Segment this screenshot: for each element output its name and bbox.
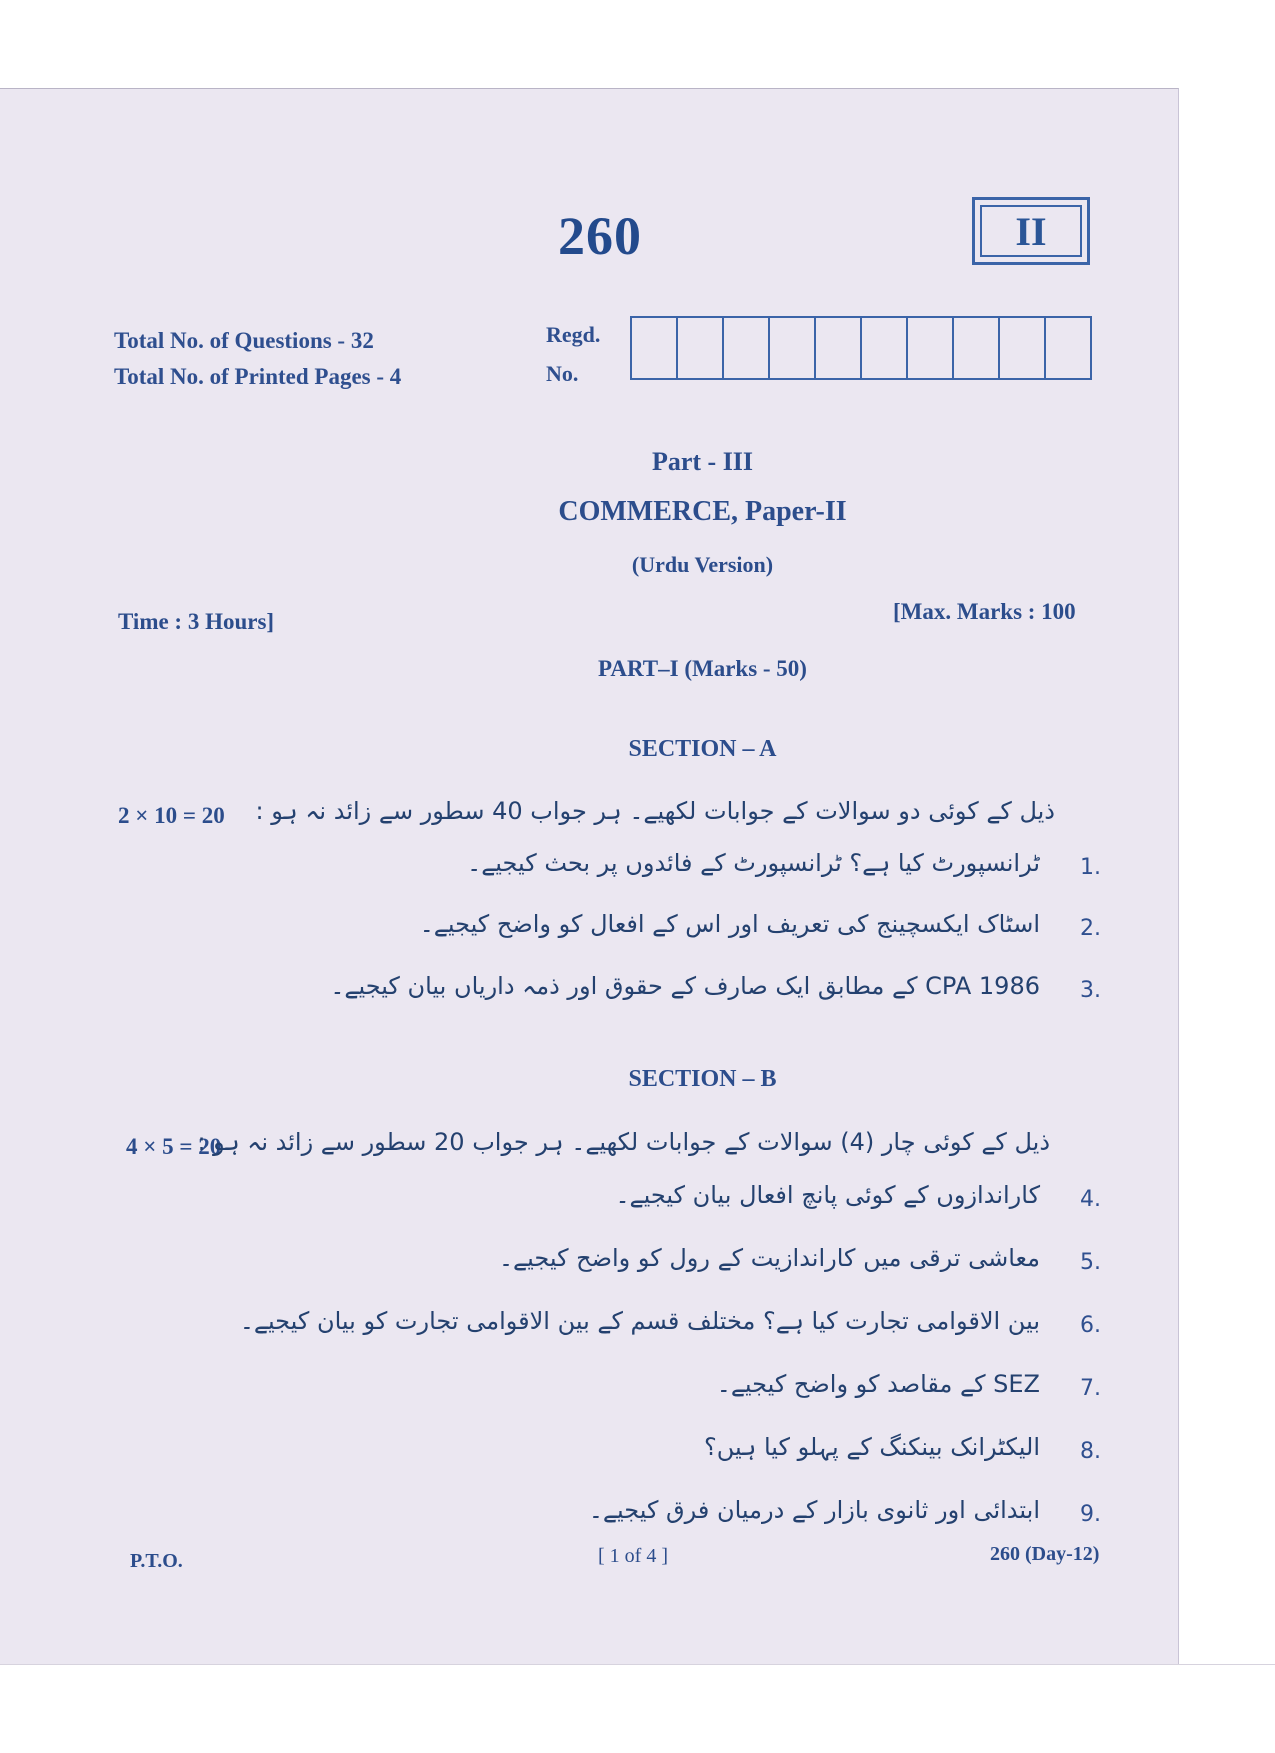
question-number: 5. [1080,1250,1101,1275]
regd-digit-box [954,318,1000,378]
regd-digit-box [678,318,724,378]
question-text: ٹرانسپورٹ کیا ہے؟ ٹرانسپورٹ کے فائدوں پر بحث کیجیے۔ [467,849,1040,877]
regd-digit-box [770,318,816,378]
question-number: 7. [1080,1376,1101,1401]
regd-digit-box [908,318,954,378]
question-text: الیکٹرانک بینکنگ کے پہلو کیا ہیں؟ [704,1433,1040,1461]
question-text: CPA 1986 کے مطابق ایک صارف کے حقوق اور ذمہ داریاں بیان کیجیے۔ [330,972,1040,1000]
question-text: ابتدائی اور ثانوی بازار کے درمیان فرق کیجیے۔ [588,1496,1040,1524]
total-questions: Total No. of Questions - 32 [114,328,374,353]
question-number: 1. [1080,855,1101,880]
regd-digit-box [862,318,908,378]
regd-digit-box [1046,318,1090,378]
section-b-heading: SECTION – B [628,1066,777,1092]
question-text: کاراندازوں کے کوئی پانچ افعال بیان کیجیے۔ [615,1181,1040,1209]
section-a-heading: SECTION – A [628,736,777,762]
regd-digit-box [632,318,678,378]
regd-label: Regd. [546,322,601,347]
regd-digit-box [724,318,770,378]
total-pages: Total No. of Printed Pages - 4 [114,364,402,389]
regd-digit-box [816,318,862,378]
question-number: 9. [1080,1502,1101,1527]
registration-number-boxes [630,316,1092,380]
paper-code: 260 [558,206,642,266]
question-number: 2. [1080,916,1101,941]
time-label: Time : 3 Hours] [118,609,275,634]
question-number: 6. [1080,1313,1101,1338]
question-number: 8. [1080,1439,1101,1464]
question-number: 4. [1080,1187,1101,1212]
part-title: Part - III [651,447,754,476]
subject-title: COMMERCE, Paper-II [558,496,847,527]
regd-digit-box [1000,318,1046,378]
section-a-instruction: ذیل کے کوئی دو سوالات کے جوابات لکھیے۔ ہر جواب 40 سطور سے زائد نہ ہو : [255,797,1055,825]
question-number: 3. [1080,978,1101,1003]
section-a-marks: 2 × 10 = 20 [118,803,225,828]
max-marks-label: [Max. Marks : 100 [893,599,1076,624]
question-text: معاشی ترقی میں کاراندازیت کے رول کو واضح کیجیے۔ [498,1244,1040,1272]
regd-no-label: No. [546,361,579,386]
part-box-label: II [980,205,1082,257]
question-text: بین الاقوامی تجارت کیا ہے؟ مختلف قسم کے بین الاقوامی تجارت کو بیان کیجیے۔ [239,1307,1040,1335]
part-box [972,197,1090,265]
page-indicator: [ 1 of 4 ] [598,1545,668,1567]
pto-label: P.T.O. [130,1550,183,1572]
question-text: اسٹاک ایکسچینج کی تعریف اور اس کے افعال کو واضح کیجیے۔ [419,910,1040,938]
part-heading: PART–I (Marks - 50) [598,656,807,681]
section-b-marks: 4 × 5 = 20 [126,1134,222,1159]
version-label: (Urdu Version) [631,552,774,577]
page-edge [0,1664,1275,1665]
paper-day-code: 260 (Day-12) [990,1543,1100,1565]
section-b-instruction: ذیل کے کوئی چار (4) سوالات کے جوابات لکھیے۔ ہر جواب 20 سطور سے زائد نہ ہو : [197,1128,1050,1156]
question-text: SEZ کے مقاصد کو واضح کیجیے۔ [716,1370,1040,1398]
